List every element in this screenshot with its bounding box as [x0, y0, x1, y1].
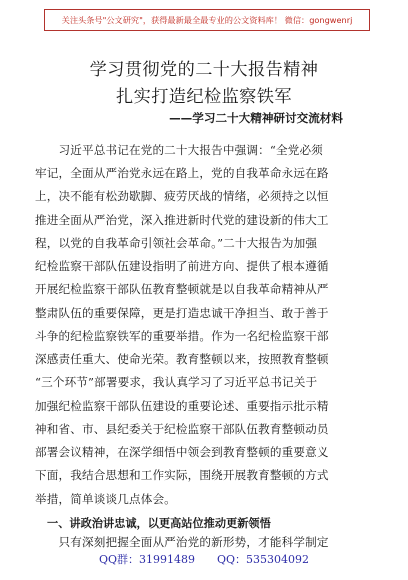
body-line: 下面，我结合思想和工作实际，围绕开展教育整顿的方式	[35, 468, 329, 482]
page-footer: QQ群：31991489 QQ：535304092	[98, 553, 310, 566]
body-line: 开展纪检监察干部队伍教育整顿就是以自我革命精神从严	[35, 282, 329, 296]
body-line: 部署会议精神，在深学细悟中领会到教育整顿的重要意义	[35, 445, 329, 459]
body-line: 加强纪检监察干部队伍建设的重要论述、重要指示批示精	[35, 399, 329, 413]
promo-banner: 关注头条号"公文研究"，获得最新最全最专业的公文资料库！ 微信：gongwenrj	[44, 9, 370, 31]
body-line: 神和省、市、县纪委关于纪检监察干部队伍教育整顿动员	[35, 422, 329, 436]
body-line: 举措，简单谈谈几点体会。	[35, 492, 176, 506]
body-line: 牢记，全面从严治党永远在路上，党的自我革命永远在路	[35, 166, 329, 180]
body-line: 推进全面从严治党，深入推进新时代党的建设新的伟大工	[35, 213, 329, 227]
section-heading: 一、讲政治讲忠诚，以更高站位推动更新领悟	[47, 517, 271, 530]
body-line: 上，决不能有松劲歇脚、疲劳厌战的情绪，必须持之以恒	[35, 189, 329, 203]
page-title: 学习贯彻党的二十大报告精神	[89, 60, 319, 80]
body-line: 程，以党的自我革命引领社会革命。”二十大报告为加强	[35, 236, 318, 250]
body-line: 只有深刻把握全面从严治党的新形势，才能科学制定	[35, 535, 329, 549]
page-title-line2: 扎实打造纪检监察铁军	[116, 87, 292, 107]
body-line: 深感责任重大、使命光荣。教育整顿以来，按照教育整顿	[35, 352, 329, 366]
body-line: 习近平总书记在党的二十大报告中强调：“全党必须	[35, 143, 323, 157]
body-line: 斗争的纪检监察铁军的重要举措。作为一名纪检监察干部	[35, 329, 329, 343]
body-line: “三个环节”部署要求，我认真学习了习近平总书记关于	[35, 375, 318, 389]
subtitle-text: ——学习二十大精神研讨交流材料	[169, 111, 343, 125]
body-line: 纪检监察干部队伍建设指明了前进方向、提供了根本遵循	[35, 259, 329, 273]
page-subtitle	[0, 110, 400, 126]
body-line: 整肃队伍的重要保障，更是打造忠诚干净担当、敢于善于	[35, 306, 329, 320]
